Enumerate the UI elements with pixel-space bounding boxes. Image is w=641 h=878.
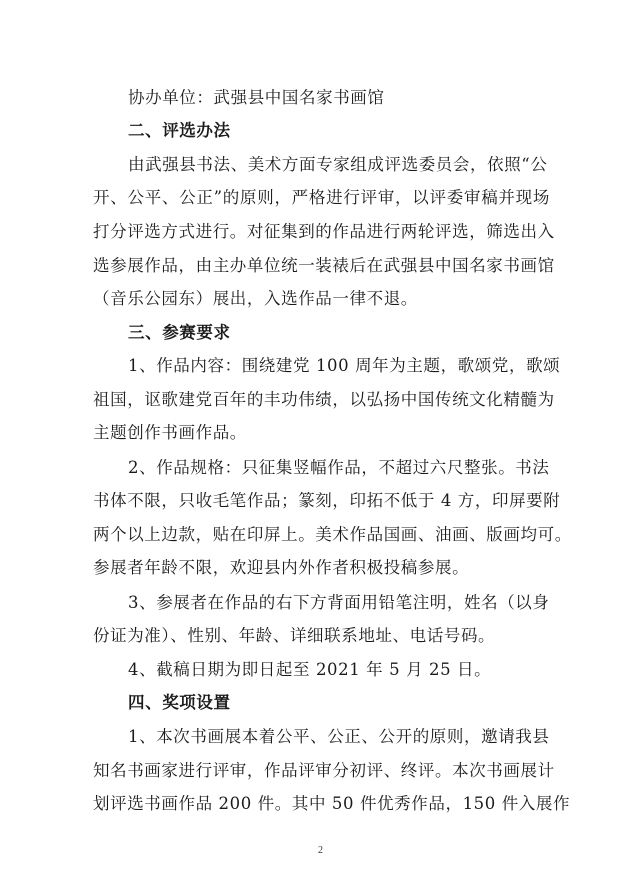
paragraph-line: 书体不限，只收毛笔作品；篆刻，印拓不低于 4 方，印屏要附 — [93, 491, 561, 510]
section-heading-awards: 四、奖项设置 — [128, 693, 231, 712]
co-organizer-line: 协办单位：武强县中国名家书画馆 — [128, 88, 385, 107]
paragraph-line: 主题创作书画作品。 — [93, 423, 247, 442]
section-heading-entry-requirements: 三、参赛要求 — [128, 323, 231, 342]
paragraph-line: 1、本次书画展本着公平、公正、公开的原则，邀请我县 — [128, 727, 550, 746]
paragraph-line: 两个以上边款，贴在印屏上。美术作品国画、油画、版画均可。 — [93, 525, 572, 544]
paragraph-line: 开、公平、公正”的原则，严格进行评审，以评委审稿并现场 — [93, 188, 550, 207]
deadline-line: 4、截稿日期为即日起至 2021 年 5 月 25 日。 — [128, 660, 492, 679]
paragraph-line: 3、参展者在作品的右下方背面用铅笔注明，姓名（以身 — [128, 593, 550, 612]
paragraph-line: 选参展作品，由主办单位统一装裱后在武强县中国名家书画馆 — [93, 256, 555, 275]
paragraph-line: 2、作品规格：只征集竖幅作品，不超过六尺整张。书法 — [128, 458, 550, 477]
paragraph-line: 由武强县书法、美术方面专家组成评选委员会，依照“公 — [128, 155, 548, 174]
paragraph-line: 祖国，讴歌建党百年的丰功伟绩，以弘扬中国传统文化精髓为 — [93, 390, 555, 409]
paragraph-line: 划评选书画作品 200 件。其中 50 件优秀作品，150 件入展作 — [93, 794, 571, 813]
paragraph-line: 参展者年龄不限，欢迎县内外作者积极投稿参展。 — [93, 558, 470, 577]
paragraph-line: 1、作品内容：围绕建党 100 周年为主题，歌颂党，歌颂 — [128, 356, 561, 375]
section-heading-selection-method: 二、评选办法 — [128, 121, 231, 140]
paragraph-line: 份证为准）、性别、年龄、详细联系地址、电话号码。 — [93, 626, 496, 645]
paragraph-line: （音乐公园东）展出，入选作品一律不退。 — [93, 289, 418, 308]
paragraph-line: 知名书画家进行评审，作品评审分初评、终评。本次书画展计 — [93, 761, 555, 780]
page-number: 2 — [318, 845, 323, 856]
paragraph-line: 打分评选方式进行。对征集到的作品进行两轮评选，筛选出入 — [93, 222, 555, 241]
